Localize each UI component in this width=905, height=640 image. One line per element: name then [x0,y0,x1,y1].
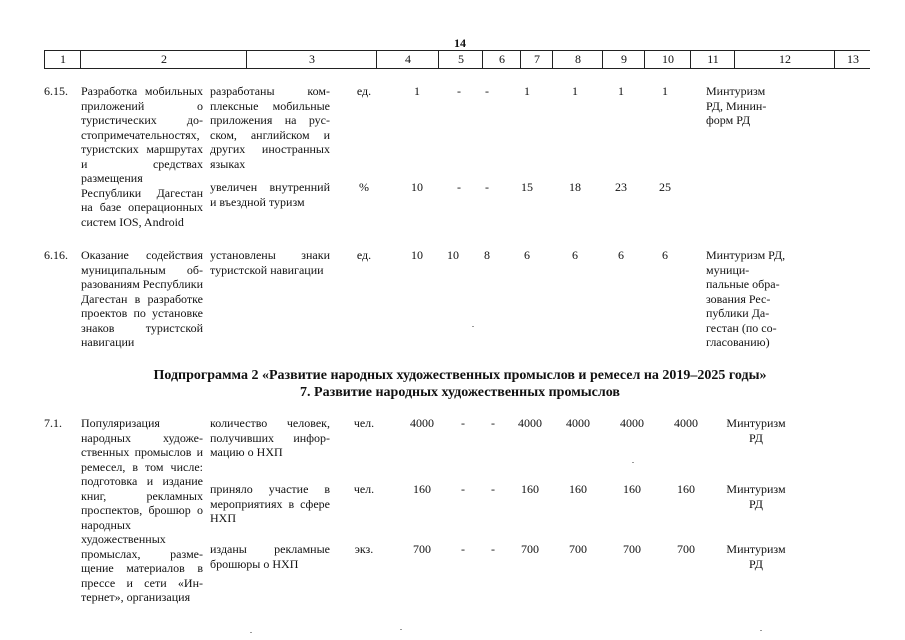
header-col-9: 9 [602,51,645,68]
row-7-1-ind-3-v4: 700 [521,542,539,556]
row-6-16-ind-1-v1: 10 [411,248,423,262]
row-6-15-ind-2-v3: - [485,180,489,194]
row-7-1-ind-3-v6: 700 [623,542,641,556]
header-col-7: 7 [520,51,553,68]
row-6-15-ind-1-v6: 1 [618,84,624,98]
row-6-15-ind-2-v1: 10 [411,180,423,194]
header-col-10: 10 [644,51,691,68]
row-6-15-executor: Минтуризм РД, Мининформ РД [706,84,767,127]
row-6-15-ind-2-v5: 18 [569,180,581,194]
header-col-4: 4 [376,51,439,68]
row-7-1-ind-1-v5: 4000 [566,416,590,430]
row-7-1-ind-1-v4: 4000 [518,416,542,430]
row-7-1-ind-1-v6: 4000 [620,416,644,430]
row-7-1-ind-3-v5: 700 [569,542,587,556]
header-col-3: 3 [246,51,377,68]
row-6-16-num: 6.16. [44,248,68,262]
row-6-16-ind-1-v7: 6 [662,248,668,262]
row-7-1-ind-1-v7: 4000 [674,416,698,430]
header-col-2: 2 [80,51,247,68]
row-6-15-ind-1-unit: ед. [356,84,372,98]
row-7-1-ind-2-unit: чел. [353,482,375,496]
row-6-16-ind-1-v5: 6 [572,248,578,262]
row-6-16-ind-1-unit: ед. [356,248,372,262]
header-col-12: 12 [734,51,835,68]
row-6-15-name: Разработка мобильных приложений о туристических достопримечательностях, туристских маршрутах и средствах размещения Республики Дагестан на базе операционных систем IOS, Android [81,84,203,229]
row-7-1-ind-3-v1: 700 [413,542,431,556]
scan-speck [632,462,634,463]
row-7-1-ind-3-unit: экз. [354,542,374,556]
row-7-1-num: 7.1. [44,416,62,430]
header-col-11: 11 [690,51,735,68]
row-7-1-ind-1-v3: - [491,416,495,430]
row-6-16-ind-1-v6: 6 [618,248,624,262]
row-6-16-ind-1-text: установлены знаки туристской навигации [210,248,330,277]
scan-speck [760,630,762,631]
row-6-15-num: 6.15. [44,84,68,98]
row-7-1-ind-2-v6: 160 [623,482,641,496]
row-6-15-ind-1-v1: 1 [414,84,420,98]
header-col-6: 6 [482,51,521,68]
row-7-1-ind-2-v5: 160 [569,482,587,496]
row-6-15-ind-2-v6: 23 [615,180,627,194]
scan-speck [250,632,252,633]
section-title: 7. Развитие народных художественных промыслов [300,385,620,400]
row-6-15-ind-1-v4: 1 [524,84,530,98]
row-6-15-ind-1-v2: - [457,84,461,98]
row-7-1-ind-2-executor: Минтуризм РД [726,482,786,511]
row-7-1-ind-1-text: количество человек, получивших информацию о НХП [210,416,330,459]
header-col-8: 8 [552,51,603,68]
row-6-15-ind-2-v4: 15 [521,180,533,194]
row-6-16-name: Оказание содействия муниципальным образованиям Республики Дагестан в разработке проектов по установке знаков туристской навигации [81,248,203,349]
row-7-1-ind-2-v2: - [461,482,465,496]
row-7-1-ind-3-v7: 700 [677,542,695,556]
row-6-15-ind-2-text: увеличен внутренний и въездной туризм [210,180,330,209]
row-6-15-ind-2-v2: - [457,180,461,194]
row-6-15-ind-1-v3: - [485,84,489,98]
row-7-1-ind-2-v4: 160 [521,482,539,496]
header-col-13: 13 [834,51,871,68]
scan-speck [472,326,474,327]
row-6-15-ind-1-v7: 1 [662,84,668,98]
scan-speck [400,629,402,630]
row-7-1-ind-2-v7: 160 [677,482,695,496]
row-6-16-ind-1-v3: 8 [484,248,490,262]
header-col-5: 5 [438,51,483,68]
row-7-1-ind-2-v1: 160 [413,482,431,496]
row-6-15-ind-2-unit: % [359,180,369,194]
row-7-1-ind-2-text: приняло участие в мероприятиях в сфере НХП [210,482,330,525]
row-7-1-ind-3-executor: Минтуризм РД [726,542,786,571]
row-6-15-ind-2-v7: 25 [659,180,671,194]
row-6-15-ind-1-text: разработаны комплексные мобильные приложения на русском, английском и других иностранных языках [210,84,330,171]
row-7-1-ind-3-v2: - [461,542,465,556]
row-6-16-executor: Минтуризм РД, муниципальные образования Республики Дагестан (по согласованию) [706,248,786,349]
row-7-1-ind-1-v2: - [461,416,465,430]
header-col-1: 1 [44,51,81,68]
row-6-16-ind-1-v4: 6 [524,248,530,262]
row-6-16-ind-1-v2: 10 [447,248,459,262]
subprogram-title: Подпрограмма 2 «Развитие народных художественных промыслов и ремесел на 2019–2025 годы» [153,368,767,383]
row-7-1-ind-1-unit: чел. [353,416,375,430]
row-7-1-name: Популяризация народных художественных промыслов и ремесел, в том числе: подготовка и издание книг, рекламных проспектов, брошюр о народных художественных промыслах, размещение материалов в прессе и сети «Интернет», организация [81,416,203,604]
row-7-1-ind-2-v3: - [491,482,495,496]
row-7-1-ind-1-executor: Минтуризм РД [726,416,786,445]
page-number: 14 [454,36,466,50]
row-7-1-ind-3-text: изданы рекламные брошюры о НХП [210,542,330,571]
row-7-1-ind-3-v3: - [491,542,495,556]
table-header [44,50,870,69]
row-7-1-ind-1-v1: 4000 [410,416,434,430]
row-6-15-ind-1-v5: 1 [572,84,578,98]
